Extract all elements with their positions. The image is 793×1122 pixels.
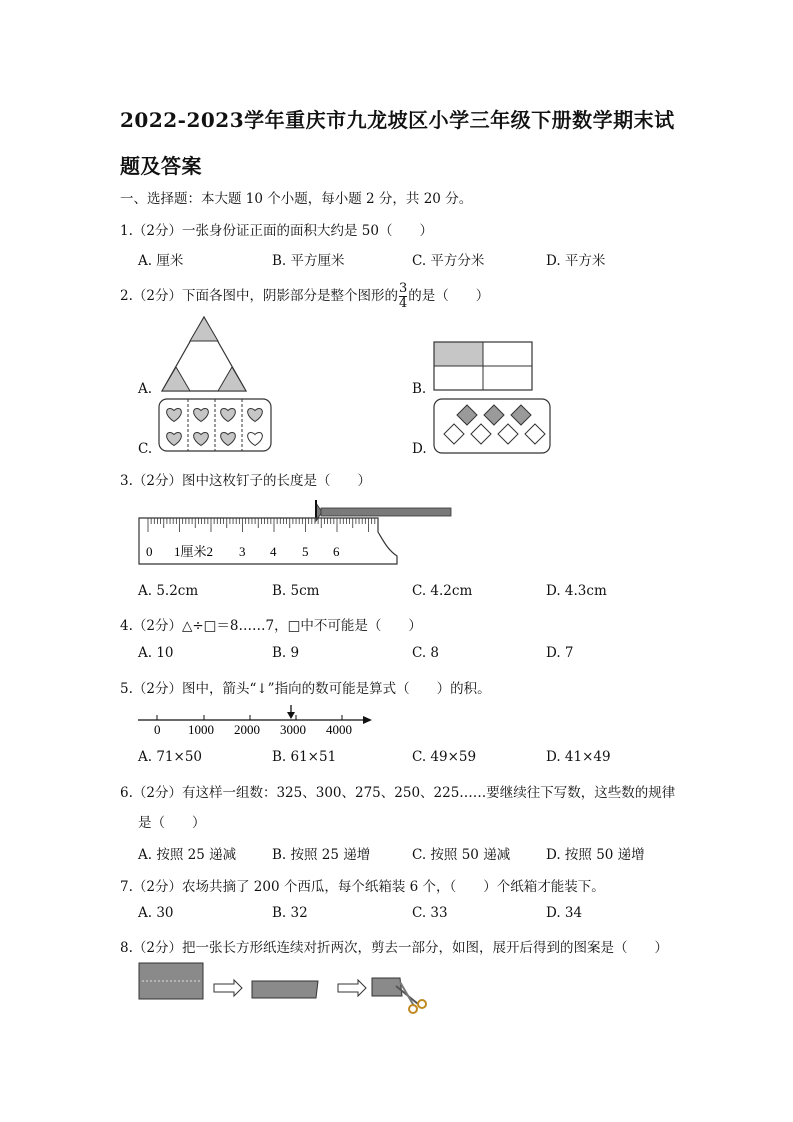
q6-option-a: A. 按照 25 递减 — [138, 847, 237, 863]
question-3: 3.（2分）图中这枚钉子的长度是（ ） — [120, 473, 371, 489]
right-shaded-triangle — [218, 367, 246, 391]
q4-option-d: D. 7 — [546, 645, 574, 661]
ruler-label-6: 6 — [333, 544, 340, 559]
diamond-shape — [457, 405, 477, 425]
q4-option-c: C. 8 — [412, 645, 440, 661]
diamond-shape — [525, 424, 545, 444]
q1-option-d: D. 平方米 — [546, 253, 606, 269]
q2-label-a: A. — [138, 381, 153, 397]
q2-text-pre: 2.（2分）下面各图中，阴影部分是整个图形的 — [120, 288, 398, 304]
q7-option-a: A. 30 — [138, 905, 174, 921]
heart-shape — [194, 408, 209, 421]
q5-option-a: A. 71×50 — [138, 749, 202, 765]
q5-option-b: B. 61×51 — [272, 749, 337, 765]
q1-option-b: B. 平方厘米 — [272, 253, 345, 269]
q2-fraction-numerator: 3 — [398, 281, 408, 296]
axis-label-3000: 3000 — [280, 722, 306, 737]
axis-label-2000: 2000 — [234, 722, 260, 737]
q2-label-c: C. — [138, 441, 153, 457]
down-arrow-head — [287, 712, 295, 719]
nail-body — [321, 508, 451, 516]
page-title-line2: 题及答案 — [120, 154, 202, 178]
q3-option-a: A. 5.2cm — [138, 583, 199, 599]
question-1: 1.（2分）一张身份证正面的面积大约是 50（ ） — [120, 223, 433, 239]
arrow-1 — [214, 980, 242, 996]
q1-option-c: C. 平方分米 — [412, 253, 485, 269]
q3-option-b: B. 5cm — [272, 583, 320, 599]
q6-option-d: D. 按照 50 递增 — [546, 847, 645, 863]
question-2 — [120, 282, 489, 311]
q2-label-b: B. — [412, 381, 427, 397]
axis-label-1000: 1000 — [188, 722, 214, 737]
diamonds-group — [444, 405, 545, 444]
diamond-shape — [498, 424, 518, 444]
question-6-cont: 是（ ） — [138, 815, 206, 831]
heart-shape — [248, 432, 263, 445]
q2-fraction-denominator: 4 — [398, 296, 408, 311]
ruler-label-5: 5 — [302, 544, 309, 559]
q6-option-c: C. 按照 50 递减 — [412, 847, 511, 863]
heart-shape — [248, 408, 263, 421]
ruler-label-1: 1厘米2 — [174, 544, 214, 559]
q4-option-a: A. 10 — [138, 645, 174, 661]
diamond-shape — [511, 405, 531, 425]
heart-shape — [221, 408, 236, 421]
q3-ruler-figure — [138, 496, 403, 568]
q7-option-b: B. 32 — [272, 905, 308, 921]
question-7: 7.（2分）农场共摘了 200 个西瓜，每个纸箱装 6 个，（ ）个纸箱才能装下。 — [120, 879, 605, 895]
question-6: 6.（2分）有这样一组数：325、300、275、250、225……要继续往下写数，这些数的规律 — [120, 785, 676, 801]
q7-option-d: D. 34 — [546, 905, 583, 921]
shaded-cell — [434, 342, 483, 366]
q5-number-line — [138, 704, 378, 738]
diamond-shape — [484, 405, 504, 425]
ruler-label-4: 4 — [270, 544, 277, 559]
axis-label-4000: 4000 — [326, 722, 352, 737]
q2-figure-b — [433, 341, 533, 391]
axis-label-0: 0 — [154, 722, 161, 737]
question-5: 5.（2分）图中，箭头“↓”指向的数可能是算式（ ）的积。 — [120, 681, 491, 697]
heart-shape — [167, 432, 182, 445]
q2-figure-c — [158, 398, 272, 452]
q8-folding-figure — [138, 962, 438, 1018]
ruler-ticks — [148, 518, 375, 532]
question-4: 4.（2分）△÷□＝8……7，□中不可能是（ ） — [120, 618, 422, 634]
top-shaded-triangle — [190, 317, 218, 341]
axis-arrowhead — [363, 716, 372, 724]
q5-option-c: C. 49×59 — [412, 749, 477, 765]
heart-shape — [167, 408, 182, 421]
heart-shape — [221, 432, 236, 445]
q1-option-a: A. 厘米 — [138, 253, 184, 269]
heart-shape — [194, 432, 209, 445]
diamond-shape — [471, 424, 491, 444]
q2-text-post: 的是（ ） — [408, 288, 490, 304]
q3-option-d: D. 4.3cm — [546, 583, 607, 599]
page-title-line1: 2022-2023学年重庆市九龙坡区小学三年级下册数学期末试 — [120, 108, 675, 132]
ruler-label-3: 3 — [239, 544, 246, 559]
diamond-shape — [444, 424, 464, 444]
q2-figure-a — [160, 315, 250, 393]
question-8: 8.（2分）把一张长方形纸连续对折两次，剪去一部分，如图，展开后得到的图案是（ ） — [120, 940, 668, 956]
q3-option-c: C. 4.2cm — [412, 583, 473, 599]
q5-option-d: D. 41×49 — [546, 749, 611, 765]
scissors-handle-2 — [418, 1000, 426, 1008]
q7-option-c: C. 33 — [412, 905, 448, 921]
q2-figure-d — [433, 398, 551, 454]
section-heading: 一、选择题：本大题 10 个小题，每小题 2 分，共 20 分。 — [120, 191, 473, 207]
q2-label-d: D. — [412, 441, 427, 457]
q2-fraction — [399, 282, 407, 311]
left-shaded-triangle — [162, 367, 190, 391]
q4-option-b: B. 9 — [272, 645, 300, 661]
ruler-label-0: 0 — [146, 544, 153, 559]
arrow-2 — [338, 980, 366, 996]
q6-option-b: B. 按照 25 递增 — [272, 847, 371, 863]
folded-once-paper — [252, 981, 318, 998]
